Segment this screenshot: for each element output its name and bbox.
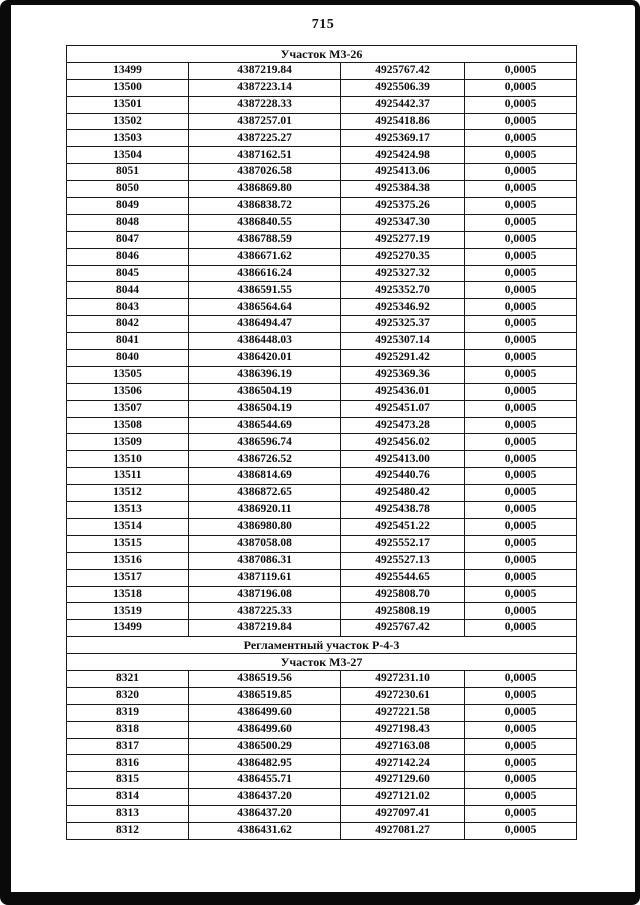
table-cell: 13503 [67,130,189,147]
table-cell: 4927081.27 [341,822,465,839]
table-row [67,130,577,147]
section-header: Участок М3-27 [67,654,577,671]
table-cell: 13502 [67,113,189,130]
table-cell: 13501 [67,96,189,113]
table-cell: 4386499.60 [189,704,341,721]
table-row [67,434,577,451]
table-cell: 13518 [67,586,189,603]
table-cell: 4387162.51 [189,147,341,164]
table-cell: 4925424.98 [341,147,465,164]
table-cell: 4386814.69 [189,468,341,485]
table-cell: 0,0005 [465,350,577,367]
table-row [67,552,577,569]
table-cell: 4386455.71 [189,772,341,789]
table-cell: 0,0005 [465,485,577,502]
table-cell: 8314 [67,789,189,806]
table-row [67,670,577,687]
table-row [67,113,577,130]
table-cell: 0,0005 [465,535,577,552]
table-cell: 13506 [67,383,189,400]
table-cell: 0,0005 [465,147,577,164]
table-cell: 4925327.32 [341,265,465,282]
table-cell: 8046 [67,248,189,265]
table-cell: 4386564.64 [189,299,341,316]
table-cell: 0,0005 [465,806,577,823]
table-row [67,772,577,789]
table-cell: 4927121.02 [341,789,465,806]
table-cell: 4925352.70 [341,282,465,299]
table-cell: 4925346.92 [341,299,465,316]
table-row [67,569,577,586]
table-cell: 4386596.74 [189,434,341,451]
table-cell: 13509 [67,434,189,451]
table-row [67,147,577,164]
table-cell: 8040 [67,350,189,367]
table-row [67,502,577,519]
table-cell: 8044 [67,282,189,299]
table-cell: 4925384.38 [341,181,465,198]
table-cell: 8043 [67,299,189,316]
table-row [67,282,577,299]
table-cell: 4387196.08 [189,586,341,603]
table-row [67,822,577,839]
table-cell: 4925413.00 [341,451,465,468]
table-row [67,789,577,806]
table-cell: 4925369.36 [341,366,465,383]
table-cell: 8050 [67,181,189,198]
table-cell: 4387228.33 [189,96,341,113]
table-cell: 13499 [67,62,189,79]
table-cell: 4386420.01 [189,350,341,367]
table-cell: 0,0005 [465,214,577,231]
table-cell: 8049 [67,198,189,215]
table-cell: 4925440.76 [341,468,465,485]
table-cell: 0,0005 [465,96,577,113]
table-cell: 0,0005 [465,468,577,485]
table-cell: 0,0005 [465,687,577,704]
table-row [67,383,577,400]
table-row [67,350,577,367]
table-cell: 8047 [67,231,189,248]
table-row [67,198,577,215]
table-cell: 8313 [67,806,189,823]
table-cell: 0,0005 [465,552,577,569]
table-cell: 0,0005 [465,721,577,738]
table-cell: 13519 [67,603,189,620]
table-row [67,333,577,350]
table-row [67,62,577,79]
table-cell: 4927097.41 [341,806,465,823]
table-cell: 4387086.31 [189,552,341,569]
table-cell: 0,0005 [465,502,577,519]
table-row [67,485,577,502]
table-cell: 8048 [67,214,189,231]
table-cell: 4925767.42 [341,62,465,79]
table-cell: 4386500.29 [189,738,341,755]
table-row [67,620,577,637]
table-row [67,586,577,603]
table-cell: 13512 [67,485,189,502]
table-row [67,417,577,434]
table-cell: 4387257.01 [189,113,341,130]
table-cell: 8319 [67,704,189,721]
table-cell: 4927221.58 [341,704,465,721]
table-cell: 4387219.84 [189,620,341,637]
table-cell: 13515 [67,535,189,552]
table-cell: 0,0005 [465,822,577,839]
table-cell: 4925325.37 [341,316,465,333]
table-cell: 4925438.78 [341,502,465,519]
table-cell: 8041 [67,333,189,350]
table-cell: 4386616.24 [189,265,341,282]
table-cell: 13510 [67,451,189,468]
table-cell: 4925480.42 [341,485,465,502]
table-cell: 13514 [67,518,189,535]
table-cell: 4925808.70 [341,586,465,603]
table-cell: 4925544.65 [341,569,465,586]
table-cell: 4925527.13 [341,552,465,569]
table-cell: 4925369.17 [341,130,465,147]
table-cell: 0,0005 [465,366,577,383]
table-cell: 4387225.33 [189,603,341,620]
table-row [67,755,577,772]
table-row [67,400,577,417]
table-cell: 0,0005 [465,383,577,400]
table-cell: 4925436.01 [341,383,465,400]
table-cell: 4927231.10 [341,670,465,687]
section-header: Регламентный участок Р-4-3 [67,637,577,654]
table-row [67,366,577,383]
table-cell: 4925277.19 [341,231,465,248]
table-row [67,451,577,468]
table-cell: 0,0005 [465,755,577,772]
table-cell: 4925451.07 [341,400,465,417]
table-cell: 13499 [67,620,189,637]
table-cell: 4925442.37 [341,96,465,113]
table-cell: 4927230.61 [341,687,465,704]
table-cell: 0,0005 [465,738,577,755]
table-cell: 4925767.42 [341,620,465,637]
table-cell: 4386872.65 [189,485,341,502]
coordinate-table [66,45,577,840]
table-cell: 13511 [67,468,189,485]
table-cell: 4386726.52 [189,451,341,468]
table-cell: 4925347.30 [341,214,465,231]
table-cell: 4386396.19 [189,366,341,383]
table-cell: 13508 [67,417,189,434]
table-cell: 0,0005 [465,333,577,350]
table-cell: 4925473.28 [341,417,465,434]
table-cell: 4386437.20 [189,789,341,806]
table-cell: 0,0005 [465,518,577,535]
table-cell: 0,0005 [465,620,577,637]
table-cell: 8320 [67,687,189,704]
table-cell: 0,0005 [465,282,577,299]
table-cell: 4927198.43 [341,721,465,738]
table-cell: 0,0005 [465,113,577,130]
table-row [67,721,577,738]
table-cell: 4386504.19 [189,400,341,417]
table-cell: 0,0005 [465,248,577,265]
table-cell: 0,0005 [465,434,577,451]
table-row [67,603,577,620]
table-cell: 0,0005 [465,316,577,333]
table-cell: 8318 [67,721,189,738]
table-cell: 4925307.14 [341,333,465,350]
table-row [67,214,577,231]
table-cell: 0,0005 [465,130,577,147]
page-number: 715 [311,17,335,32]
table-cell: 4925552.17 [341,535,465,552]
table-cell: 4386788.59 [189,231,341,248]
table-row [67,248,577,265]
table-cell: 4925808.19 [341,603,465,620]
table-cell: 13516 [67,552,189,569]
table-cell: 4386431.62 [189,822,341,839]
table-cell: 8315 [67,772,189,789]
table-cell: 0,0005 [465,704,577,721]
table-row [67,535,577,552]
table-cell: 4386448.03 [189,333,341,350]
table-cell: 4925451.22 [341,518,465,535]
table-cell: 8042 [67,316,189,333]
coordinate-table-body [67,46,577,840]
table-cell: 4387119.61 [189,569,341,586]
table-cell: 0,0005 [465,265,577,282]
table-cell: 4386504.19 [189,383,341,400]
table-cell: 4386544.69 [189,417,341,434]
table-cell: 0,0005 [465,164,577,181]
table-cell: 0,0005 [465,586,577,603]
table-cell: 0,0005 [465,400,577,417]
table-cell: 13517 [67,569,189,586]
table-cell: 13504 [67,147,189,164]
table-row [67,265,577,282]
table-cell: 4386437.20 [189,806,341,823]
table-cell: 4386838.72 [189,198,341,215]
table-cell: 4387058.08 [189,535,341,552]
table-cell: 4386840.55 [189,214,341,231]
table-cell: 0,0005 [465,670,577,687]
table-cell: 13505 [67,366,189,383]
table-row [67,231,577,248]
table-cell: 0,0005 [465,417,577,434]
table-cell: 4387223.14 [189,79,341,96]
table-cell: 0,0005 [465,231,577,248]
table-cell: 0,0005 [465,79,577,96]
table-cell: 13513 [67,502,189,519]
table-cell: 0,0005 [465,603,577,620]
table-cell: 8317 [67,738,189,755]
table-cell: 13500 [67,79,189,96]
table-cell: 4925506.39 [341,79,465,96]
section-header-row [67,46,577,63]
section-header: Участок М3-26 [67,46,577,63]
table-row [67,704,577,721]
table-cell: 4927142.24 [341,755,465,772]
section-header-row [67,637,577,654]
table-cell: 4925456.02 [341,434,465,451]
table-cell: 4927163.08 [341,738,465,755]
table-cell: 4925418.86 [341,113,465,130]
table-row [67,316,577,333]
table-row [67,299,577,316]
table-row [67,806,577,823]
table-cell: 4386494.47 [189,316,341,333]
table-row [67,687,577,704]
table-cell: 4386499.60 [189,721,341,738]
table-cell: 8321 [67,670,189,687]
table-cell: 4386920.11 [189,502,341,519]
table-cell: 4925375.26 [341,198,465,215]
table-cell: 4387026.58 [189,164,341,181]
table-cell: 4386482.95 [189,755,341,772]
table-cell: 0,0005 [465,62,577,79]
table-cell: 8316 [67,755,189,772]
table-row [67,738,577,755]
table-cell: 4386519.56 [189,670,341,687]
table-cell: 4386869.80 [189,181,341,198]
table-row [67,164,577,181]
table-cell: 4386671.62 [189,248,341,265]
table-cell: 4927129.60 [341,772,465,789]
table-cell: 4925413.06 [341,164,465,181]
section-header-row [67,654,577,671]
table-cell: 0,0005 [465,181,577,198]
table-cell: 4925270.35 [341,248,465,265]
table-row [67,79,577,96]
table-row [67,518,577,535]
table-cell: 4387225.27 [189,130,341,147]
table-cell: 8051 [67,164,189,181]
table-cell: 13507 [67,400,189,417]
table-row [67,468,577,485]
table-cell: 4386519.85 [189,687,341,704]
table-cell: 0,0005 [465,198,577,215]
table-row [67,181,577,198]
table-cell: 8312 [67,822,189,839]
table-cell: 4387219.84 [189,62,341,79]
table-row [67,96,577,113]
table-cell: 4386591.55 [189,282,341,299]
table-cell: 0,0005 [465,772,577,789]
table-cell: 0,0005 [465,569,577,586]
table-cell: 8045 [67,265,189,282]
table-cell: 4925291.42 [341,350,465,367]
table-cell: 0,0005 [465,299,577,316]
table-cell: 4386980.80 [189,518,341,535]
table-cell: 0,0005 [465,789,577,806]
table-cell: 0,0005 [465,451,577,468]
